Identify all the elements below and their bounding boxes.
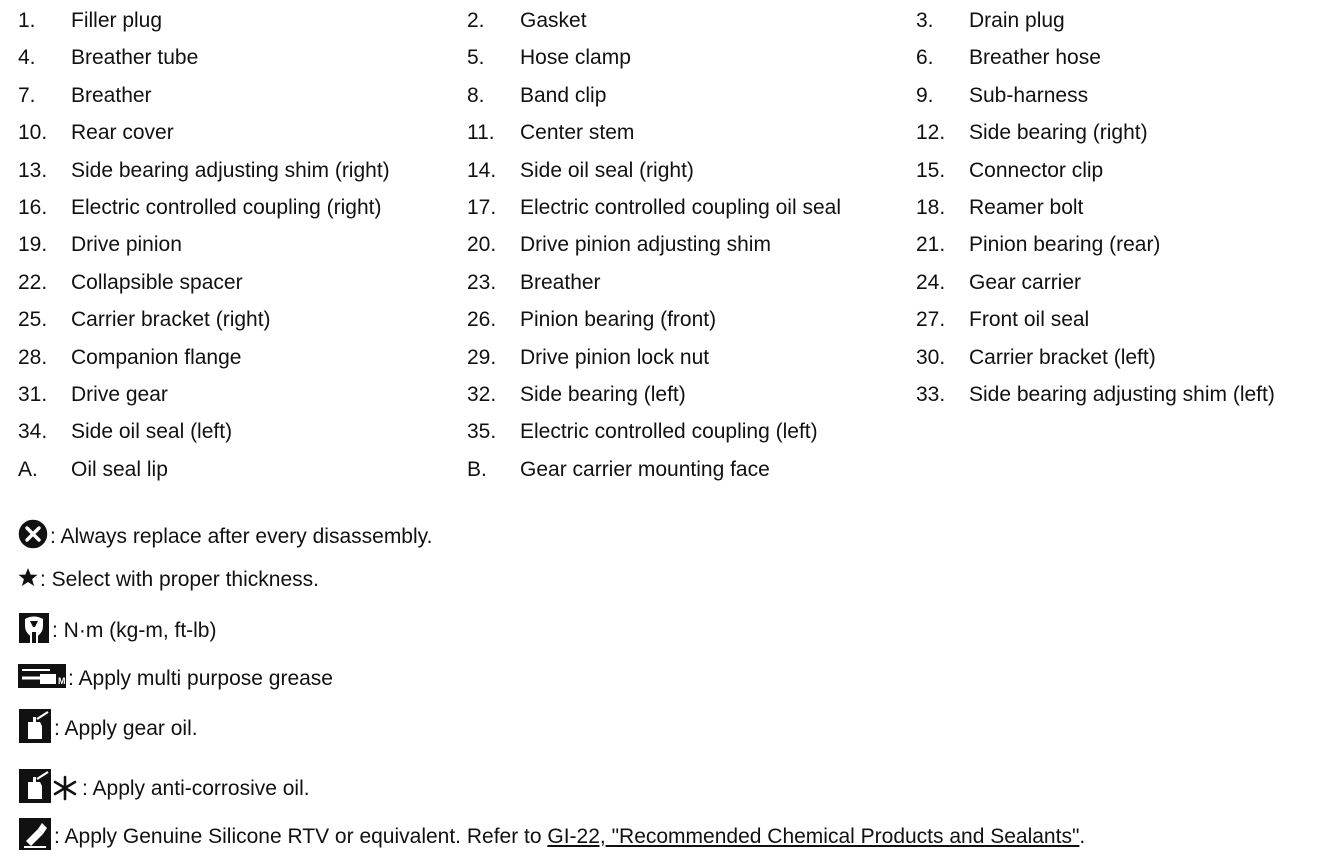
part-number: 1. xyxy=(18,9,36,32)
part-name: Electric controlled coupling oil seal xyxy=(520,196,841,219)
legend-sealant xyxy=(18,817,1085,857)
sealant-tube-icon xyxy=(18,817,52,857)
part-name: Side bearing adjusting shim (left) xyxy=(969,383,1275,406)
part-name: Drive gear xyxy=(71,383,168,406)
part-name: Drive pinion xyxy=(71,233,182,257)
part-number: 14. xyxy=(467,158,497,182)
table-row xyxy=(0,339,1328,376)
part-name: Gear carrier mounting face xyxy=(520,457,770,481)
legend-replace xyxy=(18,519,432,555)
part-number: 35. xyxy=(467,420,497,444)
part-number: 4. xyxy=(18,46,36,70)
part-name: Collapsible spacer xyxy=(71,270,243,294)
table-row xyxy=(0,77,1328,114)
part-number: 32. xyxy=(467,383,497,406)
part-number: 11. xyxy=(467,121,495,145)
part-name: Rear cover xyxy=(71,121,174,145)
table-row xyxy=(0,2,1328,39)
always-replace-icon xyxy=(18,519,48,555)
legend-sealant-text xyxy=(54,825,1085,849)
part-number: 24. xyxy=(916,270,946,294)
part-number: 28. xyxy=(18,345,48,369)
part-number: 19. xyxy=(18,233,48,257)
part-name: Side bearing adjusting shim (right) xyxy=(71,158,390,182)
part-number: 33. xyxy=(916,383,946,406)
part-number: B. xyxy=(467,457,487,481)
torque-wrench-icon xyxy=(18,612,50,650)
oil-can-icon xyxy=(18,708,52,750)
part-name: Side bearing (left) xyxy=(520,383,686,406)
part-number: 22. xyxy=(18,270,48,294)
part-name: Side oil seal (right) xyxy=(520,158,694,182)
legend-sealant-lead: : Apply Genuine Silicone RTV or equivalent. Refer to xyxy=(54,825,548,848)
part-name: Side oil seal (left) xyxy=(71,420,233,444)
part-number: 26. xyxy=(467,308,497,332)
legend-grease xyxy=(18,664,333,694)
part-name: Drain plug xyxy=(969,9,1065,32)
part-number: 5. xyxy=(467,46,485,70)
chemical-products-link[interactable]: GI-22, "Recommended Chemical Products and Sealants" xyxy=(547,825,1080,848)
legend-replace-text: : Always replace after every disassembly. xyxy=(50,525,433,548)
table-row xyxy=(0,39,1328,76)
part-name: Sub-harness xyxy=(969,83,1089,107)
part-name: Hose clamp xyxy=(520,46,631,70)
part-name: Carrier bracket (left) xyxy=(969,345,1156,369)
part-name: Gear carrier xyxy=(969,270,1082,294)
part-number: 8. xyxy=(467,83,485,107)
part-number: 10. xyxy=(18,121,48,145)
legend-anti-corrosive xyxy=(18,768,310,810)
table-row xyxy=(0,451,1328,488)
part-name: Center stem xyxy=(520,121,635,145)
part-name: Breather xyxy=(520,270,601,294)
part-number: 9. xyxy=(916,83,934,107)
part-name: Drive pinion adjusting shim xyxy=(520,233,771,257)
part-name: Front oil seal xyxy=(969,308,1090,332)
part-number: A. xyxy=(18,457,38,481)
table-row xyxy=(0,264,1328,301)
part-number: 25. xyxy=(18,308,48,332)
table-row xyxy=(0,226,1328,263)
legend-select-text: : Select with proper thickness. xyxy=(40,568,319,591)
part-name: Filler plug xyxy=(71,9,163,32)
part-number: 34. xyxy=(18,420,48,444)
part-name: Reamer bolt xyxy=(969,196,1084,219)
part-name: Carrier bracket (right) xyxy=(71,308,271,332)
part-name: Gasket xyxy=(520,9,587,32)
table-row xyxy=(0,413,1328,450)
legend-select xyxy=(18,566,319,594)
part-name: Companion flange xyxy=(71,345,242,369)
table-row xyxy=(0,152,1328,189)
table-row xyxy=(0,301,1328,338)
part-number: 31. xyxy=(18,383,48,406)
part-name: Drive pinion lock nut xyxy=(520,345,710,369)
legend-gear-oil-text: : Apply gear oil. xyxy=(54,717,198,740)
part-name: Breather xyxy=(71,83,152,107)
part-number: 2. xyxy=(467,9,485,32)
grease-gun-icon xyxy=(18,664,66,694)
part-number: 29. xyxy=(467,345,497,369)
table-row xyxy=(0,189,1328,226)
legend-gear-oil xyxy=(18,708,198,750)
part-number: 12. xyxy=(916,121,946,145)
part-number: 27. xyxy=(916,308,946,332)
part-number: 17. xyxy=(467,196,497,219)
legend-torque-text: : N·m (kg-m, ft-lb) xyxy=(52,619,217,642)
part-number: 3. xyxy=(916,9,934,32)
table-row xyxy=(0,376,1328,413)
part-number: 15. xyxy=(916,158,946,182)
part-name: Oil seal lip xyxy=(71,457,168,481)
part-number: 30. xyxy=(916,345,946,369)
legend-anti-corrosive-text: : Apply anti-corrosive oil. xyxy=(82,777,310,800)
part-number: 13. xyxy=(18,158,48,182)
part-number: 21. xyxy=(916,233,946,257)
legend-grease-text: : Apply multi purpose grease xyxy=(68,667,333,690)
part-name: Breather tube xyxy=(71,46,199,70)
part-number: 23. xyxy=(467,270,497,294)
legend-torque xyxy=(18,612,216,650)
part-name: Electric controlled coupling (left) xyxy=(520,420,818,444)
part-name: Electric controlled coupling (right) xyxy=(71,196,382,219)
part-number: 16. xyxy=(18,196,48,219)
part-name: Connector clip xyxy=(969,158,1104,182)
part-number: 18. xyxy=(916,196,946,219)
part-name: Band clip xyxy=(520,83,607,107)
part-number: 7. xyxy=(18,83,36,107)
legend-sealant-suffix: . xyxy=(1079,825,1086,848)
star-icon xyxy=(18,566,38,594)
part-name: Pinion bearing (rear) xyxy=(969,233,1161,257)
part-name: Pinion bearing (front) xyxy=(520,308,717,332)
part-number: 6. xyxy=(916,46,934,70)
svg-text:M: M xyxy=(58,676,66,686)
part-number: 20. xyxy=(467,233,497,257)
part-name: Breather hose xyxy=(969,46,1101,70)
part-name: Side bearing (right) xyxy=(969,121,1148,145)
table-row xyxy=(0,114,1328,151)
oil-can-asterisk-icon xyxy=(18,768,82,810)
